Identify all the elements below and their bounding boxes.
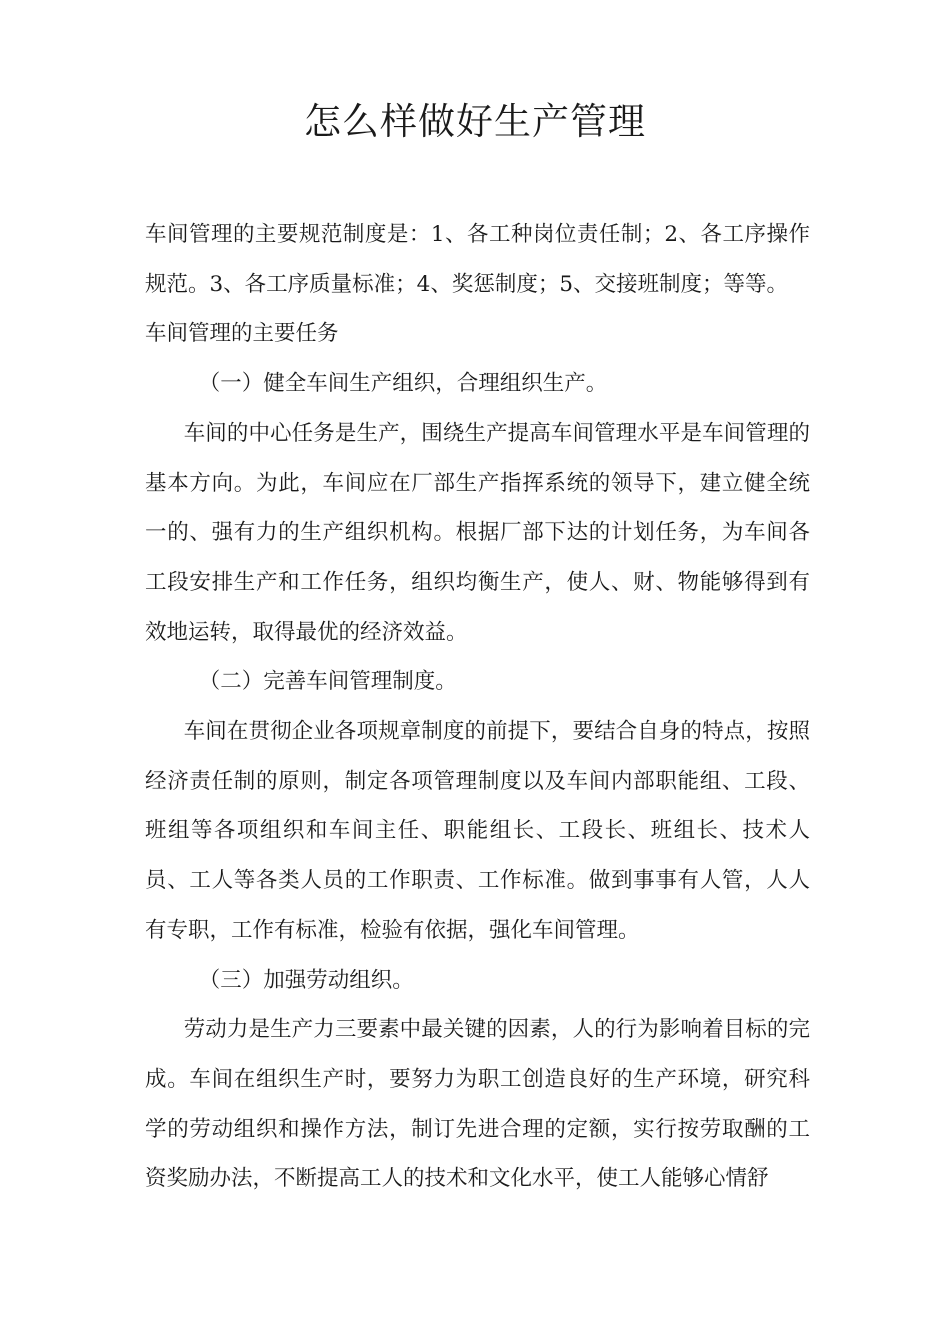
paragraph-production-organization: 车间的中心任务是生产，围绕生产提高车间管理水平是车间管理的基本方向。为此，车间应在厂部生产指挥系统的领导下，建立健全统一的、强有力的生产组织机构。根据厂部下达的计划任务，为车间各工段安排生产和工作任务，组织均衡生产，使人、财、物能够得到有效地运转，取得最优的经济效益。 [145, 420, 810, 645]
section-heading-main-tasks: 车间管理的主要任务 [145, 321, 339, 347]
subsection-heading-1: （一）健全车间生产组织，合理组织生产。 [198, 371, 608, 397]
subsection-heading-3: （三）加强劳动组织。 [198, 967, 414, 993]
paragraph-management-system: 车间在贯彻企业各项规章制度的前提下，要结合自身的特点，按照经济责任制的原则，制定各项管理制度以及车间内部职能组、工段、班组等各项组织和车间主任、职能组长、工段长、班组长、技术人员、工人等各类人员的工作职责、工作标准。做到事事有人管，人人有专职，工作有标准，检验有依据，强化车间管理。 [145, 719, 810, 943]
document-title: 怎么样做好生产管理 [304, 100, 646, 143]
paragraph-regulations: 车间管理的主要规范制度是：1、各工种岗位责任制；2、各工序操作规范。3、各工序质量标准；4、奖惩制度；5、交接班制度；等等。 [145, 222, 810, 297]
document-body [145, 210, 810, 1204]
paragraph-labor-organization: 劳动力是生产力三要素中最关键的因素，人的行为影响着目标的完成。车间在组织生产时，要努力为职工创造良好的生产环境，研究科学的劳动组织和操作方法，制订先进合理的定额，实行按劳取酬的工资奖励办法，不断提高工人的技术和文化水平，使工人能够心情舒 [145, 1017, 810, 1192]
subsection-heading-2: （二）完善车间管理制度。 [198, 669, 457, 695]
